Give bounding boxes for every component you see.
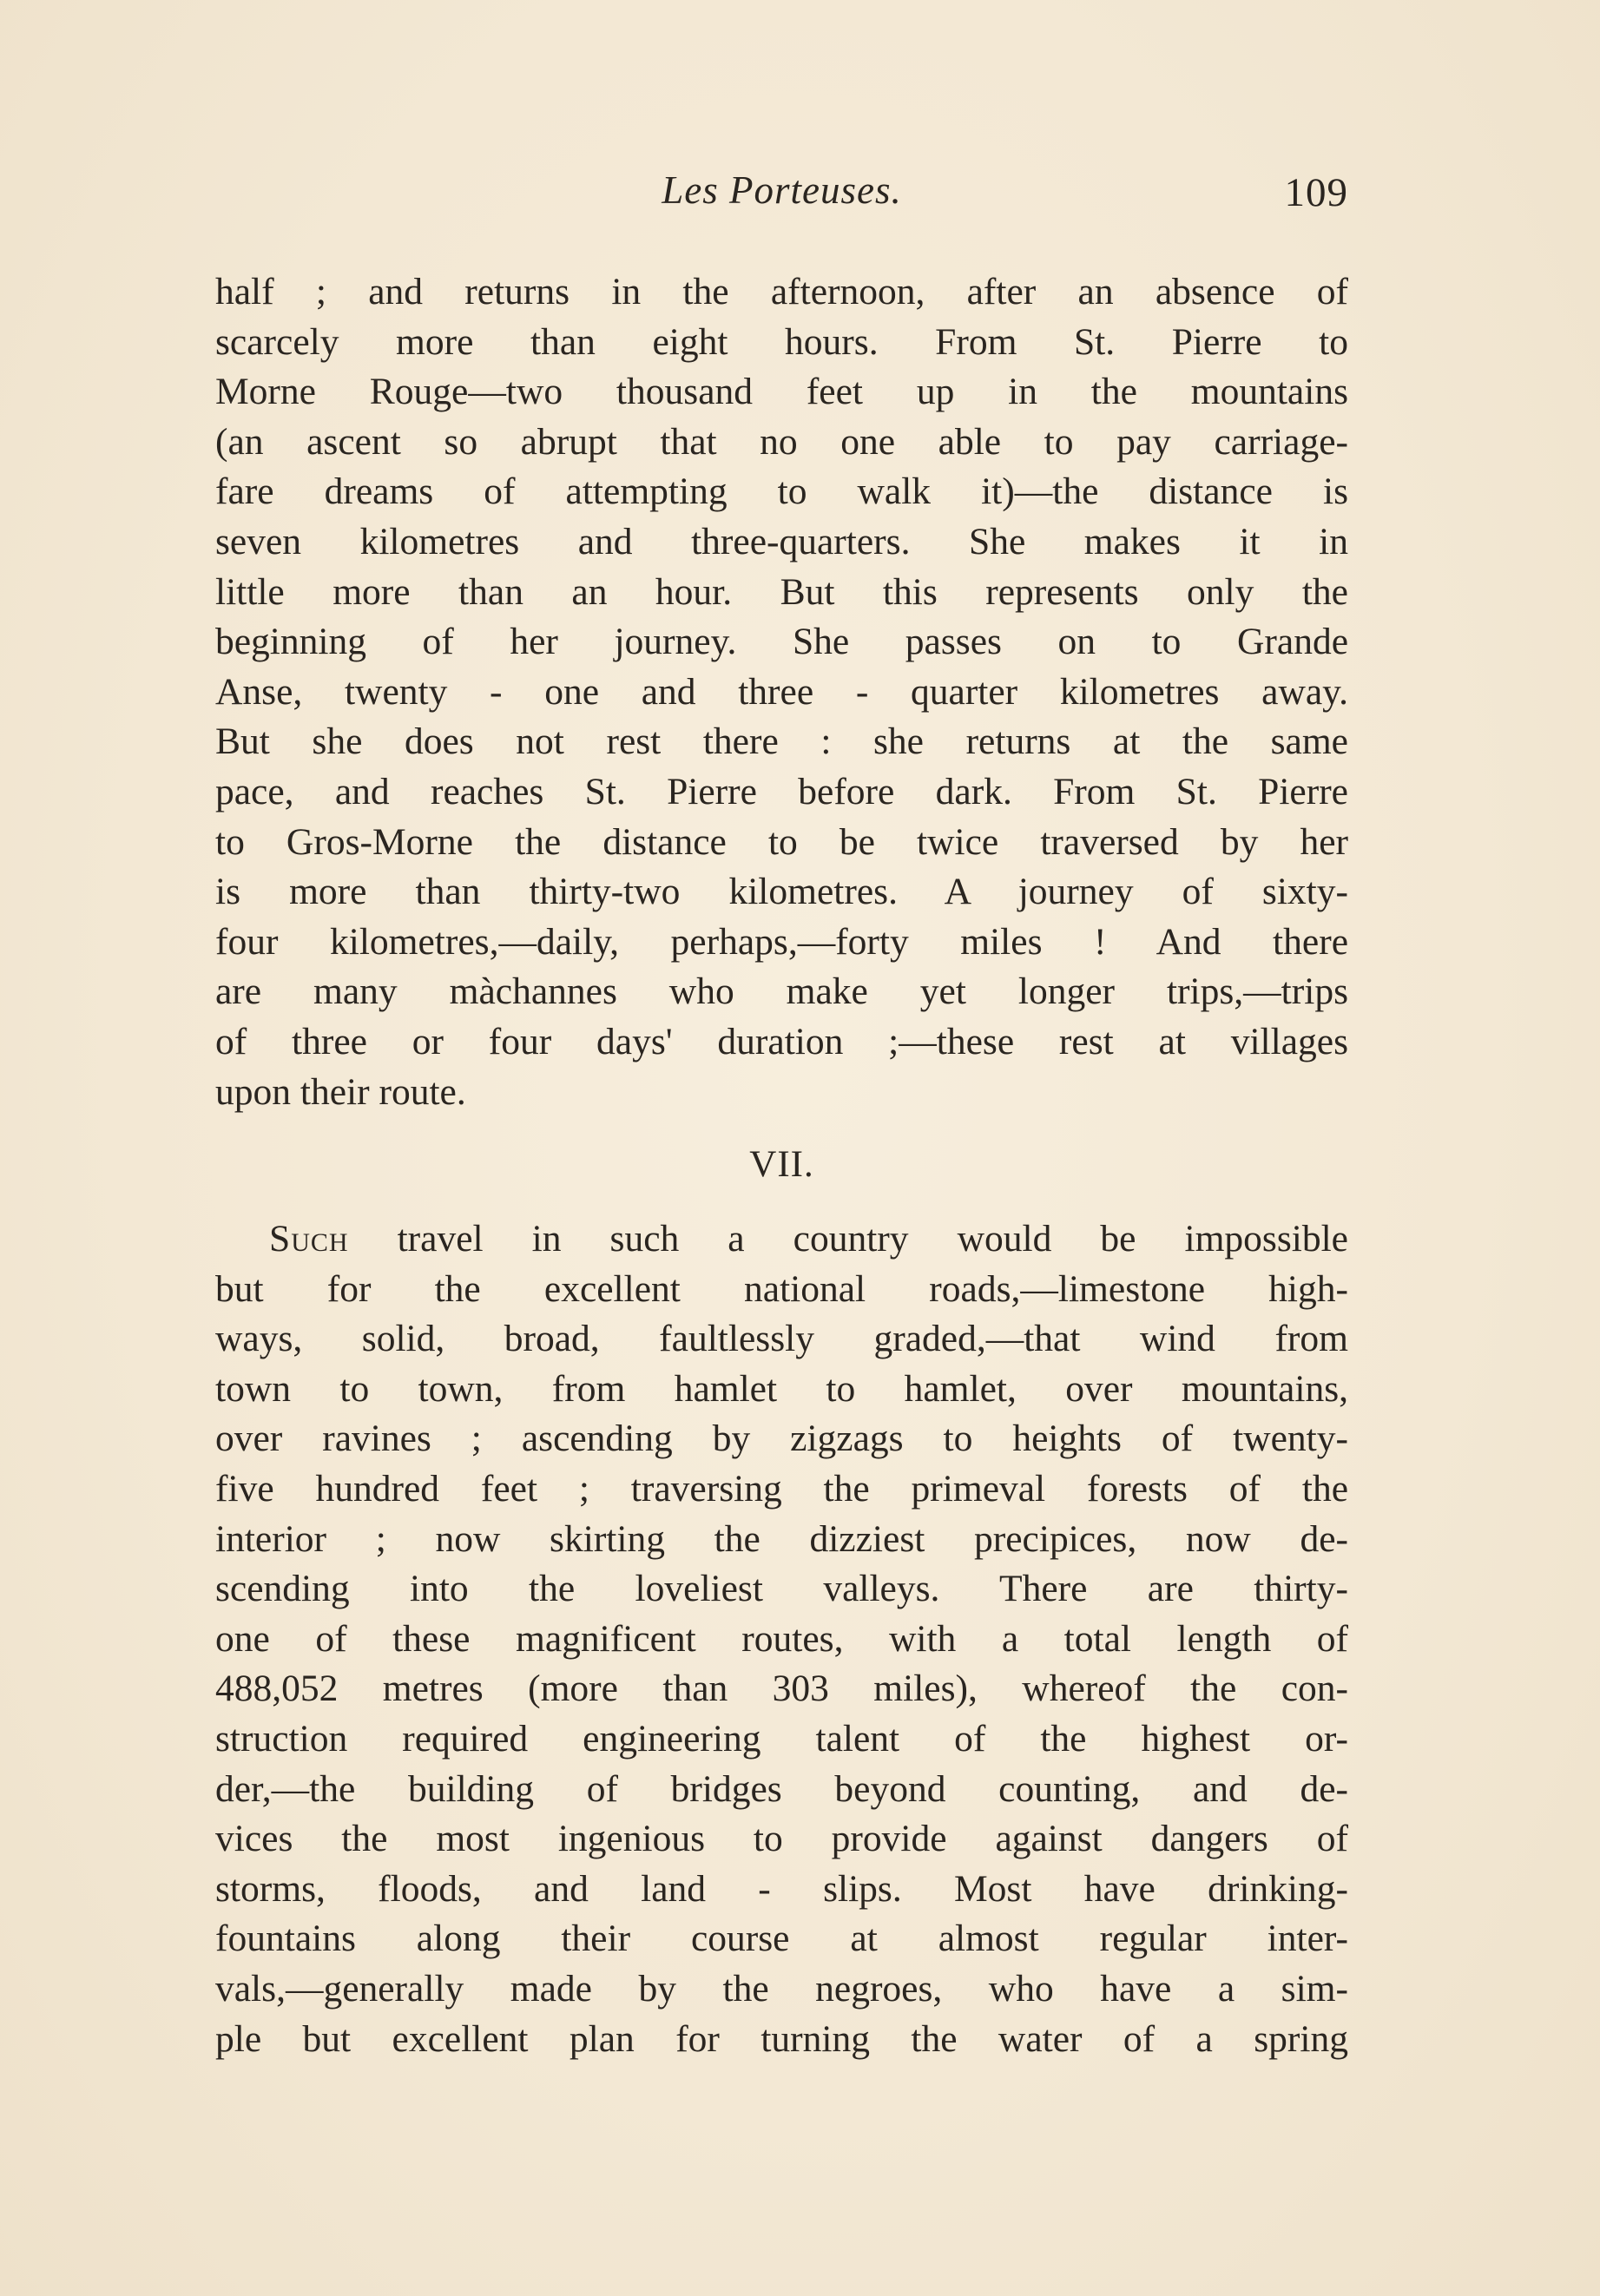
text-line: (an ascent so abrupt that no one able to pay carriage- bbox=[215, 420, 1348, 463]
text-line: one of these magnificent routes, with a total length of bbox=[215, 1617, 1348, 1660]
text-line: to Gros-Morne the distance to be twice traversed by her bbox=[215, 820, 1348, 863]
text-line: pace, and reaches St. Pierre before dark. From St. Pierre bbox=[215, 770, 1348, 812]
text-line: 488,052 metres (more than 303 miles), whereof the con- bbox=[215, 1668, 1348, 1710]
text-line: ways, solid, broad, faultlessly graded,—that wind from bbox=[215, 1318, 1348, 1360]
text-line: is more than thirty-two kilometres. A journey of sixty- bbox=[215, 871, 1348, 913]
running-title: Les Porteuses. bbox=[662, 168, 902, 212]
text-line: ple but excellent plan for turning the water of a spring bbox=[215, 2017, 1348, 2060]
text-line bbox=[215, 1214, 1348, 1265]
opening-word: Such bbox=[269, 1218, 349, 1260]
text-line: half ; and returns in the afternoon, after an absence of bbox=[215, 271, 1348, 312]
text-line: are many màchannes who make yet longer trips,—trips bbox=[215, 970, 1348, 1013]
paragraph-1 bbox=[215, 267, 1348, 1117]
text-line: little more than an hour. But this represents only the bbox=[215, 570, 1348, 613]
text-line: beginning of her journey. She passes on to Grande bbox=[215, 621, 1348, 663]
text-line: But she does not rest there : she returns at the same bbox=[215, 720, 1348, 763]
text-line: town to town, from hamlet to hamlet, over mountains, bbox=[215, 1367, 1348, 1410]
text-line: of three or four days' duration ;—these rest at villages bbox=[215, 1020, 1348, 1062]
text-line: scarcely more than eight hours. From St. Pierre to bbox=[215, 320, 1348, 363]
text-line: der,—the building of bridges beyond counting, and de- bbox=[215, 1767, 1348, 1810]
text-line: vices the most ingenious to provide against dangers of bbox=[215, 1818, 1348, 1860]
body-text bbox=[215, 267, 1348, 2064]
text-line: over ravines ; ascending by zigzags to heights of twenty- bbox=[215, 1418, 1348, 1460]
page-number: 109 bbox=[1284, 170, 1348, 215]
text-line: seven kilometres and three-quarters. She makes it in bbox=[215, 520, 1348, 562]
text-line: but for the excellent national roads,—limestone high- bbox=[215, 1267, 1348, 1310]
text-line: Anse, twenty - one and three - quarter kilometres away. bbox=[215, 670, 1348, 713]
paragraph-2 bbox=[215, 1214, 1348, 2064]
text-line: interior ; now skirting the dizziest precipices, now de- bbox=[215, 1517, 1348, 1560]
text-line: four kilometres,—daily, perhaps,—forty miles ! And there bbox=[215, 920, 1348, 963]
page-header bbox=[215, 168, 1348, 228]
text-line: vals,—generally made by the negroes, who have a sim- bbox=[215, 1968, 1348, 2010]
first-line-rest: travel in such a country would be impossible bbox=[348, 1218, 1348, 1260]
text-line: Morne Rouge—two thousand feet up in the mountains bbox=[215, 371, 1348, 413]
text-line: storms, floods, and land - slips. Most have drinking- bbox=[215, 1867, 1348, 1910]
text-line: scending into the loveliest valleys. There are thirty- bbox=[215, 1568, 1348, 1610]
text-line: fountains along their course at almost regular inter- bbox=[215, 1918, 1348, 1960]
text-line: five hundred feet ; traversing the primeval forests of the bbox=[215, 1468, 1348, 1510]
text-line: fare dreams of attempting to walk it)—the distance is bbox=[215, 470, 1348, 513]
text-line: struction required engineering talent of the highest or- bbox=[215, 1718, 1348, 1760]
section-heading: VII. bbox=[749, 1144, 814, 1186]
text-line: upon their route. bbox=[215, 1070, 466, 1113]
